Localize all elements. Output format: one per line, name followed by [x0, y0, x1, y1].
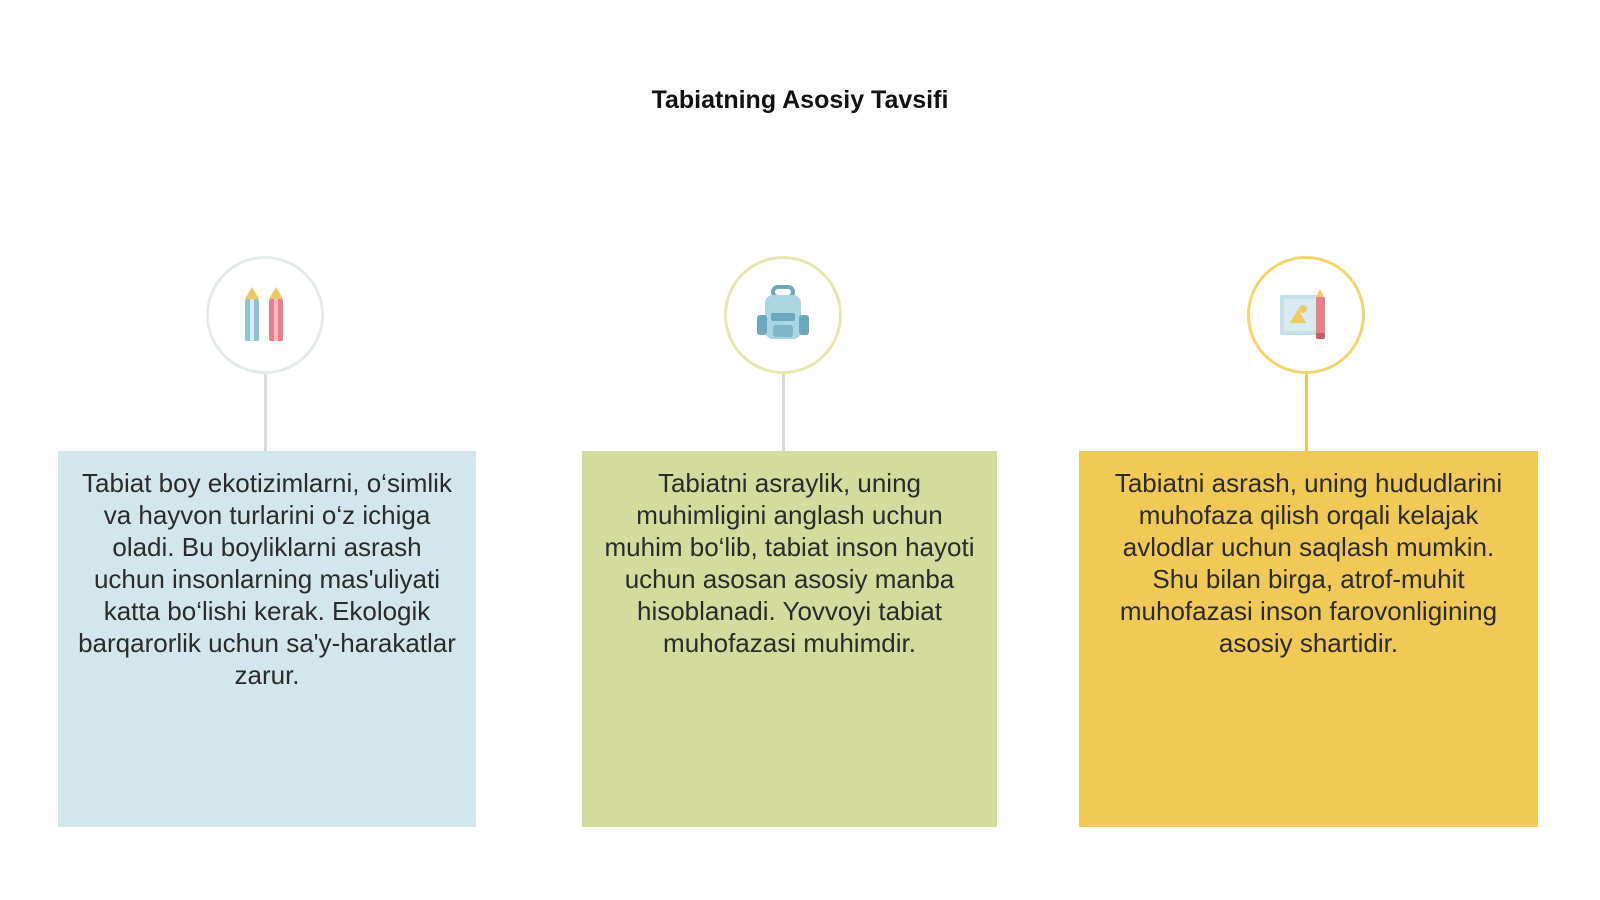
backpack-icon	[753, 285, 813, 345]
backpack-icon-circle	[724, 256, 842, 374]
connector-line	[1305, 374, 1308, 451]
card-text: Tabiatni asrash, uning hududlarini muhofaza qilish orqali kelajak avlodlar uchun saqlash mumkin. Shu bilan birga, atrof-muhit muhofazasi inson farovonligining asosiy shartidir.	[1114, 468, 1503, 658]
page-title: Tabiatning Asosiy Tavsifi	[651, 86, 949, 114]
info-card-blue	[58, 451, 476, 827]
connector-line	[264, 374, 267, 451]
info-card-yellow	[1079, 451, 1538, 827]
pencils-icon-circle	[206, 256, 324, 374]
drawing-board-icon	[1276, 287, 1336, 343]
drawing-board-icon-circle	[1247, 256, 1365, 374]
card-text: Tabiatni asraylik, uning muhimligini anglash uchun muhim bo‘lib, tabiat inson hayoti uchun asosan asosiy manba hisoblanadi. Yovvoyi tabiat muhofazasi muhimdir.	[604, 468, 975, 658]
info-card-green	[582, 451, 997, 827]
pencils-icon	[239, 285, 291, 345]
connector-line	[782, 374, 785, 451]
card-text: Tabiat boy ekotizimlarni, o‘simlik va hayvon turlarini o‘z ichiga oladi. Bu boyliklarni asrash uchun insonlarning mas'uliyati katta bo‘lishi kerak. Ekologik barqarorlik uchun sa'y-harakatlar zarur.	[78, 468, 456, 690]
